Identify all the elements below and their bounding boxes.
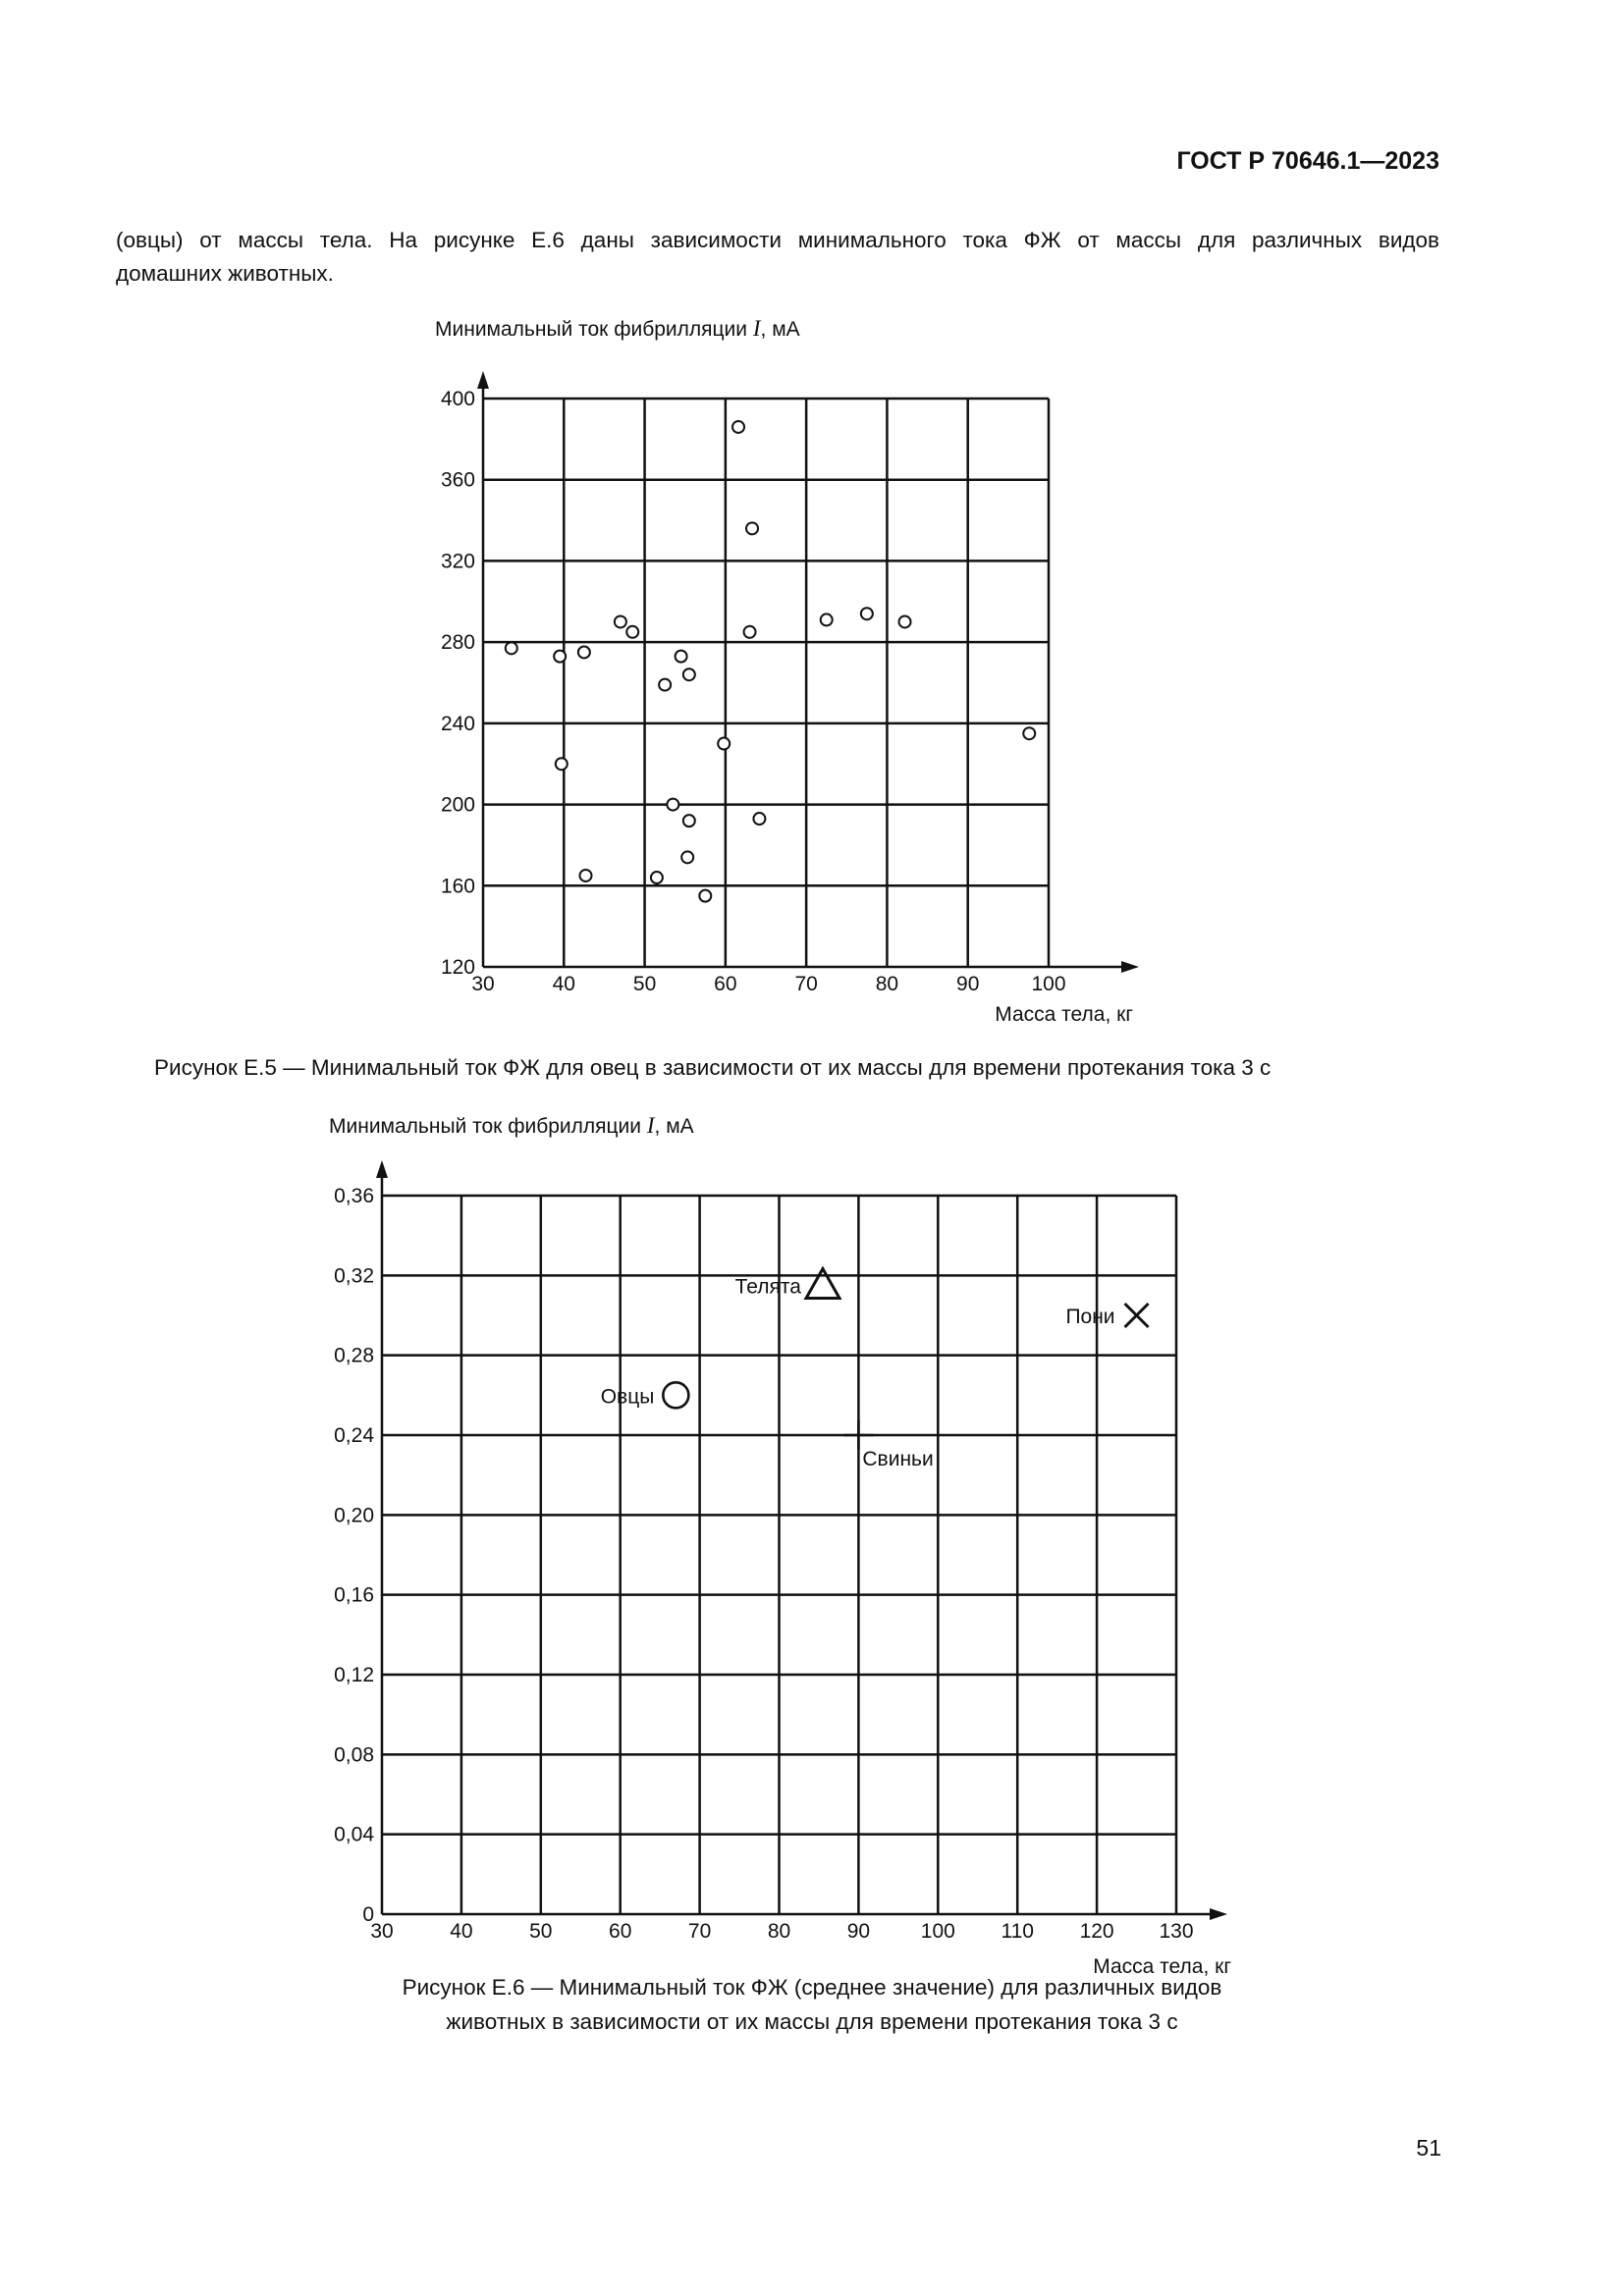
fig5-x-tick-label: 60 [714,973,737,995]
fig6-x-tick-label: 120 [1079,1920,1114,1943]
page-number: 51 [1416,2135,1441,2161]
figure-e5-caption: Рисунок Е.5 — Минимальный ток ФЖ для овец в зависимости от их массы для времени протекания тока 3 с [154,1055,1272,1080]
fig6-x-tick-label: 30 [370,1920,394,1943]
fig6-y-tick-label: 0,20 [334,1504,374,1527]
fig5-y-tick-label: 280 [440,631,475,655]
fig6-x-tick-label: 100 [920,1920,955,1943]
fig5-y-axis-title: Минимальный ток фибрилляции I, мА [435,316,800,341]
fig5-x-tick-label: 30 [471,973,495,995]
figure-e6-caption [0,1970,1624,2039]
fig6-y-tick-label: 0,12 [334,1664,374,1686]
fig6-point-label: Овцы [600,1385,655,1409]
fig6-y-axis-arrow [376,1160,388,1178]
fig5-y-tick-label: 240 [440,712,475,735]
fig5-y-tick-label: 400 [440,388,475,410]
fig6-point-label: Пони [1065,1306,1115,1328]
fig6-y-tick-label: 0,24 [334,1424,374,1447]
fig6-point-label: Свиньи [862,1448,934,1470]
fig6-x-tick-label: 40 [450,1920,473,1943]
fig5-x-axis-title: Масса тела, кг [995,1003,1133,1026]
fig6-data-point [663,1382,688,1408]
intro-line-1: (овцы) от массы тела. На рисунке Е.6 даны зависимости минимального тока ФЖ от массы для различных видов [116,228,1439,252]
fig5-y-tick-label: 120 [440,956,475,979]
fig5-y-tick-label: 200 [440,793,475,817]
fig5-x-tick-label: 70 [794,973,818,995]
fig5-x-tick-label: 40 [552,973,575,995]
fig6-y-tick-label: 0,16 [334,1583,374,1607]
fig6-x-tick-label: 60 [609,1920,632,1943]
fig6-y-tick-label: 0,08 [334,1743,374,1767]
fig5-x-tick-label: 100 [1031,973,1066,995]
fig6-x-tick-label: 50 [529,1920,553,1943]
fig6-x-axis-title: Масса тела, кг [1093,1955,1231,1978]
fig6-x-tick-label: 110 [1001,1920,1034,1943]
fig6-x-tick-label: 130 [1159,1920,1194,1943]
fig6-y-tick-label: 0,32 [334,1264,374,1288]
fig6-y-tick-label: 0 [362,1903,374,1926]
fig6-x-tick-label: 90 [846,1920,871,1943]
document-code: ГОСТ Р 70646.1—2023 [1176,147,1439,175]
fig6-x-tick-label: 70 [687,1920,712,1943]
fig6-y-tick-label: 0,04 [334,1823,374,1846]
fig5-x-tick-label: 80 [875,973,899,995]
fig6-data-point [1125,1304,1149,1327]
fig6-y-axis-title: Минимальный ток фибрилляции I, мА [329,1113,694,1138]
fig6-x-tick-label: 80 [767,1920,791,1943]
figure-e6-caption-line-1: Рисунок Е.6 — Минимальный ток ФЖ (среднее значение) для различных видов [402,1975,1222,2000]
fig6-y-tick-label: 0,28 [334,1344,374,1367]
figure-e6-caption-line-2: животных в зависимости от их массы для времени протекания тока 3 с [446,2009,1178,2034]
fig5-y-tick-label: 320 [440,550,475,573]
fig6-x-axis-arrow [1210,1908,1227,1920]
fig5-y-tick-label: 160 [440,875,475,898]
fig5-y-tick-label: 360 [440,468,475,492]
fig6-data-point [806,1269,839,1299]
fig5-x-tick-label: 90 [956,973,980,995]
intro-line-2: домашних животных. [116,261,334,286]
fig6-y-tick-label: 0,36 [334,1185,374,1207]
fig6-data-point [843,1420,873,1450]
fig6-point-label: Телята [734,1275,801,1299]
fig5-x-tick-label: 50 [632,973,657,995]
